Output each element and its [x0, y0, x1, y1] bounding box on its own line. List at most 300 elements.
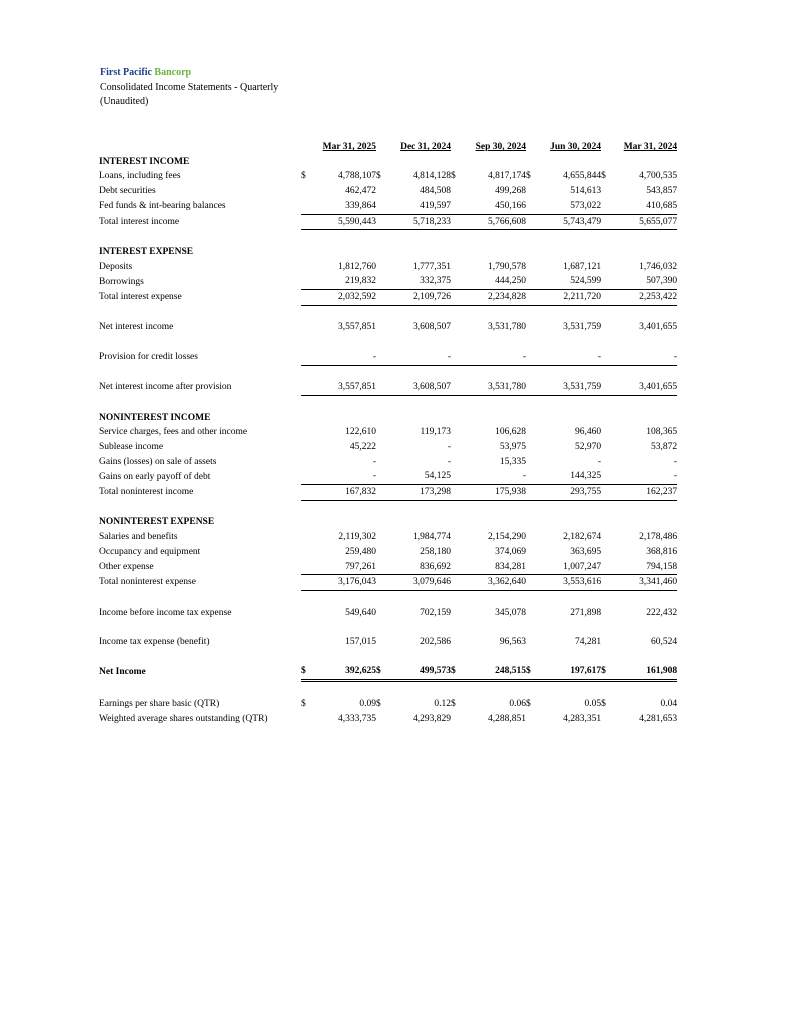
currency-spacer	[376, 515, 390, 530]
value-cell: 499,573	[390, 664, 451, 680]
value-cell	[390, 411, 451, 426]
value-cell	[540, 245, 601, 260]
value-cell: 3,079,646	[390, 575, 451, 591]
column-header: Sep 30, 2024	[475, 142, 527, 152]
value-cell: 2,182,674	[563, 532, 602, 543]
currency-spacer	[526, 199, 540, 214]
value-cell: 119,173	[420, 427, 452, 438]
row-label: Total noninterest income	[99, 487, 194, 498]
currency-spacer	[601, 635, 615, 650]
spacer-cell	[99, 365, 677, 380]
value-cell	[465, 245, 526, 260]
spacer-cell	[99, 335, 677, 350]
total-row	[99, 664, 677, 680]
currency-spacer	[601, 440, 615, 455]
row-label: Service charges, fees and other income	[99, 427, 248, 438]
currency-spacer	[601, 214, 615, 230]
total-row	[99, 606, 677, 621]
value-cell: -	[447, 441, 452, 452]
row-label: NONINTEREST INCOME	[99, 412, 211, 423]
value-cell: 162,237	[615, 485, 677, 501]
value-cell	[615, 245, 677, 260]
value-cell: 108,365	[646, 427, 678, 438]
column-header: Dec 31, 2024	[400, 142, 452, 152]
currency-spacer	[301, 515, 315, 530]
value-cell: 702,159	[420, 607, 452, 618]
currency-spacer	[526, 274, 540, 289]
line-item-row	[99, 350, 677, 365]
currency-spacer	[376, 440, 390, 455]
row-label: Debt securities	[99, 186, 156, 197]
value-cell: 3,608,507	[390, 380, 451, 395]
currency-spacer	[301, 530, 315, 545]
row-label: Net Income	[99, 667, 146, 678]
value-cell: 3,531,780	[465, 380, 526, 395]
currency-spacer	[451, 155, 465, 170]
currency-spacer	[451, 635, 465, 650]
value-cell: 573,022	[540, 199, 601, 214]
value-cell: 222,432	[646, 607, 678, 618]
total-row	[99, 485, 677, 501]
row-label: Borrowings	[99, 276, 144, 287]
value-cell: 363,695	[570, 546, 602, 557]
value-cell: 2,154,290	[488, 532, 527, 543]
value-cell: 834,281	[465, 560, 526, 575]
currency-spacer	[601, 245, 615, 260]
value-cell: 524,599	[540, 274, 601, 289]
value-cell: -	[615, 469, 677, 484]
currency-spacer	[451, 606, 465, 621]
value-cell: -	[315, 469, 376, 484]
currency-spacer	[451, 350, 465, 365]
value-cell: 15,335	[499, 456, 527, 467]
row-label: INTEREST EXPENSE	[99, 246, 194, 257]
income-statement-table	[99, 140, 677, 726]
currency-spacer	[301, 199, 315, 214]
value-cell: 4,700,535	[639, 171, 678, 182]
spacer-row	[99, 365, 677, 380]
brand-first: First Pacific	[100, 67, 152, 78]
currency-symbol: $	[301, 171, 306, 182]
value-cell: 5,766,608	[465, 214, 526, 230]
value-cell: 3,557,851	[338, 322, 377, 333]
value-cell: 374,069	[495, 546, 527, 557]
value-cell: 248,515	[465, 664, 526, 680]
currency-spacer	[451, 380, 465, 395]
spacer-row	[99, 230, 677, 245]
currency-spacer	[601, 184, 615, 199]
currency-spacer	[526, 320, 540, 335]
currency-spacer	[601, 545, 615, 560]
value-cell: 3,608,507	[413, 322, 452, 333]
currency-spacer	[451, 575, 465, 591]
value-cell: 499,268	[495, 186, 527, 197]
spacer-cell	[99, 591, 677, 606]
currency-spacer	[601, 560, 615, 575]
value-cell: 271,898	[570, 607, 602, 618]
currency-spacer	[526, 290, 540, 306]
total-row	[99, 290, 677, 306]
currency-spacer	[451, 260, 465, 275]
currency-spacer	[601, 155, 615, 170]
line-item-row	[99, 184, 677, 199]
currency-spacer	[526, 712, 540, 727]
currency-spacer	[376, 530, 390, 545]
currency-spacer	[451, 274, 465, 289]
value-cell: 74,281	[574, 637, 602, 648]
currency-spacer	[451, 199, 465, 214]
label-column-header	[99, 140, 301, 155]
value-cell: 3,401,655	[615, 380, 677, 395]
value-cell: 4,281,653	[639, 713, 678, 724]
currency-spacer	[376, 199, 390, 214]
total-row	[99, 575, 677, 591]
value-cell: 175,938	[465, 485, 526, 501]
value-cell: 144,325	[540, 469, 601, 484]
value-cell: 157,015	[345, 637, 377, 648]
value-cell: 3,341,460	[615, 575, 677, 591]
value-cell: 2,119,302	[338, 532, 377, 543]
currency-spacer	[451, 245, 465, 260]
value-cell: 3,401,655	[639, 322, 678, 333]
currency-spacer	[526, 260, 540, 275]
row-label: Fed funds & int-bearing balances	[99, 201, 226, 212]
currency-spacer	[376, 560, 390, 575]
row-label: Weighted average shares outstanding (QTR)	[99, 713, 268, 724]
currency-spacer	[526, 485, 540, 501]
value-cell: 2,234,828	[465, 290, 526, 306]
currency-spacer	[601, 380, 615, 395]
currency-spacer	[376, 155, 390, 170]
currency-spacer	[526, 606, 540, 621]
value-cell: 202,586	[420, 637, 452, 648]
currency-spacer	[601, 199, 615, 214]
total-row	[99, 214, 677, 230]
value-cell: 392,625	[315, 664, 376, 680]
value-cell: -	[465, 350, 526, 365]
currency-spacer	[451, 214, 465, 230]
currency-spacer	[301, 320, 315, 335]
currency-spacer	[376, 469, 390, 484]
value-cell: 4,814,128	[413, 171, 452, 182]
value-cell	[315, 245, 376, 260]
value-cell	[465, 515, 526, 530]
value-cell: 122,610	[345, 427, 377, 438]
value-cell: 2,032,592	[315, 290, 376, 306]
value-cell: 161,908	[615, 664, 677, 680]
row-label: Deposits	[99, 261, 133, 272]
spacer-cell	[99, 620, 677, 635]
value-cell: 368,816	[646, 546, 678, 557]
currency-spacer	[451, 425, 465, 440]
value-cell: 3,176,043	[315, 575, 376, 591]
currency-spacer	[301, 245, 315, 260]
currency-spacer	[526, 184, 540, 199]
value-cell	[615, 155, 677, 170]
currency-spacer	[526, 350, 540, 365]
value-cell	[465, 155, 526, 170]
column-header: Mar 31, 2024	[623, 142, 678, 152]
currency-spacer	[376, 380, 390, 395]
currency-symbol: $	[451, 171, 456, 182]
currency-spacer	[301, 635, 315, 650]
value-cell: 444,250	[465, 274, 526, 289]
row-label: Other expense	[99, 561, 154, 572]
value-cell: 53,872	[650, 441, 678, 452]
value-cell: 1,812,760	[338, 261, 377, 272]
spacer-row	[99, 305, 677, 320]
line-item-row	[99, 274, 677, 289]
currency-symbol: $	[601, 171, 606, 182]
currency-spacer	[376, 290, 390, 306]
spacer-row	[99, 591, 677, 606]
value-cell: 1,777,351	[413, 261, 452, 272]
currency-spacer	[301, 214, 315, 230]
value-cell: 3,553,616	[540, 575, 601, 591]
row-label: Income before income tax expense	[99, 607, 232, 618]
currency-spacer	[451, 290, 465, 306]
line-item-row	[99, 169, 677, 184]
value-cell: 410,685	[615, 199, 677, 214]
value-cell: 219,832	[315, 274, 376, 289]
column-header: Mar 31, 2025	[322, 142, 377, 152]
value-cell: 5,590,443	[315, 214, 376, 230]
currency-spacer	[301, 155, 315, 170]
currency-spacer	[301, 440, 315, 455]
value-cell: 794,158	[615, 560, 677, 575]
currency-symbol: $	[526, 171, 531, 182]
currency-spacer	[301, 425, 315, 440]
value-cell: 53,975	[499, 441, 527, 452]
currency-spacer	[451, 184, 465, 199]
currency-spacer	[526, 155, 540, 170]
value-cell: 5,655,077	[615, 214, 677, 230]
line-item-row	[99, 545, 677, 560]
value-cell: 4,655,844	[563, 171, 602, 182]
spacer-cell	[99, 681, 677, 697]
spacer-cell	[99, 230, 677, 245]
value-cell: -	[540, 350, 601, 365]
spacer-row	[99, 395, 677, 410]
value-cell: 462,472	[345, 186, 377, 197]
row-label: Sublease income	[99, 441, 164, 452]
currency-spacer	[601, 712, 615, 727]
currency-spacer	[301, 455, 315, 470]
currency-spacer	[376, 575, 390, 591]
currency-spacer	[601, 530, 615, 545]
currency-spacer	[376, 260, 390, 275]
currency-symbol: $	[376, 171, 381, 182]
line-item-row	[99, 455, 677, 470]
value-cell: 197,617	[540, 664, 601, 680]
value-cell: -	[315, 350, 376, 365]
currency-spacer	[451, 560, 465, 575]
currency-spacer	[601, 515, 615, 530]
value-cell: 3,531,780	[488, 322, 527, 333]
currency-spacer	[451, 485, 465, 501]
currency-spacer	[451, 440, 465, 455]
value-cell: 2,253,422	[615, 290, 677, 306]
currency-spacer	[526, 425, 540, 440]
value-cell: 484,508	[420, 186, 452, 197]
value-cell: 54,125	[390, 469, 451, 484]
value-cell	[465, 411, 526, 426]
currency-spacer	[376, 274, 390, 289]
line-item-row	[99, 199, 677, 214]
line-item-row	[99, 560, 677, 575]
currency-spacer	[601, 260, 615, 275]
value-cell: 106,628	[495, 427, 527, 438]
value-cell: 3,531,759	[563, 322, 602, 333]
line-item-row	[99, 469, 677, 484]
row-label: Total noninterest expense	[99, 577, 196, 588]
currency-spacer	[601, 469, 615, 484]
currency-spacer	[301, 380, 315, 395]
currency-spacer	[376, 455, 390, 470]
value-cell: 2,178,486	[639, 532, 678, 543]
currency-spacer	[301, 545, 315, 560]
currency-spacer	[451, 320, 465, 335]
value-cell: 4,788,107	[338, 171, 377, 182]
row-label: Occupancy and equipment	[99, 546, 201, 557]
row-label: INTEREST INCOME	[99, 156, 190, 167]
value-cell: 345,078	[495, 607, 527, 618]
currency-spacer	[301, 274, 315, 289]
currency-spacer	[451, 469, 465, 484]
currency-symbol: $	[301, 664, 315, 680]
row-label: Income tax expense (benefit)	[99, 637, 210, 648]
value-cell	[390, 155, 451, 170]
value-cell: 549,640	[345, 607, 377, 618]
currency-spacer	[301, 260, 315, 275]
value-cell: 96,460	[574, 427, 602, 438]
currency-spacer	[601, 274, 615, 289]
statement-title: Consolidated Income Statements - Quarterly	[100, 82, 279, 93]
row-label: NONINTEREST EXPENSE	[99, 517, 215, 528]
currency-spacer	[301, 411, 315, 426]
currency-spacer	[376, 635, 390, 650]
value-cell	[390, 245, 451, 260]
value-cell: 1,687,121	[563, 261, 602, 272]
value-cell: 1,746,032	[639, 261, 678, 272]
value-cell: -	[597, 456, 602, 467]
statement-body	[99, 155, 677, 727]
currency-spacer	[301, 290, 315, 306]
currency-spacer	[376, 545, 390, 560]
line-item-row	[99, 440, 677, 455]
value-cell: 450,166	[465, 199, 526, 214]
currency-spacer	[451, 515, 465, 530]
currency-spacer	[526, 515, 540, 530]
spacer-row	[99, 620, 677, 635]
currency-spacer	[376, 214, 390, 230]
value-cell: 514,613	[570, 186, 602, 197]
row-label: Net interest income	[99, 322, 174, 333]
line-item-row	[99, 260, 677, 275]
value-cell: 0.04	[660, 698, 678, 709]
currency-spacer	[376, 712, 390, 727]
currency-spacer	[601, 290, 615, 306]
value-cell: 2,211,720	[540, 290, 601, 306]
statement-subtitle: (Unaudited)	[100, 96, 149, 107]
value-cell: 4,288,851	[488, 713, 527, 724]
value-cell: 3,531,759	[540, 380, 601, 395]
currency-spacer	[301, 184, 315, 199]
row-label: Net interest income after provision	[99, 382, 232, 393]
line-item-row	[99, 530, 677, 545]
value-cell: -	[615, 350, 677, 365]
section-heading-row	[99, 245, 677, 260]
currency-spacer	[526, 560, 540, 575]
currency-spacer	[376, 425, 390, 440]
value-cell: 0.05	[584, 698, 602, 709]
value-cell: 4,283,351	[563, 713, 602, 724]
value-cell	[540, 411, 601, 426]
company-name	[100, 67, 191, 79]
currency-symbol: $	[526, 698, 531, 709]
currency-spacer	[601, 575, 615, 591]
value-cell: 836,692	[390, 560, 451, 575]
value-cell: 4,333,735	[338, 713, 377, 724]
currency-spacer	[301, 560, 315, 575]
currency-spacer	[601, 425, 615, 440]
value-cell	[390, 515, 451, 530]
currency-symbol: $	[301, 698, 306, 709]
value-cell	[315, 155, 376, 170]
value-cell: 1,007,247	[540, 560, 601, 575]
currency-spacer	[601, 606, 615, 621]
currency-spacer	[301, 485, 315, 501]
value-cell: 1,790,578	[488, 261, 527, 272]
currency-spacer	[451, 455, 465, 470]
currency-spacer	[376, 350, 390, 365]
row-label: Provision for credit losses	[99, 352, 198, 363]
currency-spacer	[526, 635, 540, 650]
value-cell: 45,222	[349, 441, 377, 452]
value-cell: 52,970	[574, 441, 602, 452]
currency-spacer	[376, 411, 390, 426]
section-heading-row	[99, 411, 677, 426]
currency-spacer	[451, 545, 465, 560]
row-label: Salaries and benefits	[99, 532, 178, 543]
value-cell: 507,390	[615, 274, 677, 289]
spacer-row	[99, 681, 677, 697]
currency-spacer	[526, 380, 540, 395]
currency-spacer	[526, 530, 540, 545]
spacer-cell	[99, 395, 677, 410]
row-label: Gains (losses) on sale of assets	[99, 456, 217, 467]
spacer-cell	[99, 650, 677, 665]
value-cell: -	[673, 456, 678, 467]
row-label: Earnings per share basic (QTR)	[99, 698, 220, 709]
spacer-row	[99, 650, 677, 665]
currency-symbol: $	[526, 664, 540, 680]
currency-symbol: $	[451, 698, 456, 709]
currency-spacer	[301, 606, 315, 621]
currency-symbol: $	[376, 664, 390, 680]
brand-second: Bancorp	[154, 67, 192, 78]
value-cell: 259,480	[345, 546, 377, 557]
column-header: Jun 30, 2024	[550, 142, 602, 152]
currency-spacer	[376, 606, 390, 621]
currency-spacer	[526, 455, 540, 470]
currency-symbol: $	[376, 698, 381, 709]
value-cell: 167,832	[315, 485, 376, 501]
value-cell: 4,817,174	[488, 171, 527, 182]
value-cell: 5,718,233	[390, 214, 451, 230]
currency-spacer	[376, 245, 390, 260]
line-item-row	[99, 425, 677, 440]
